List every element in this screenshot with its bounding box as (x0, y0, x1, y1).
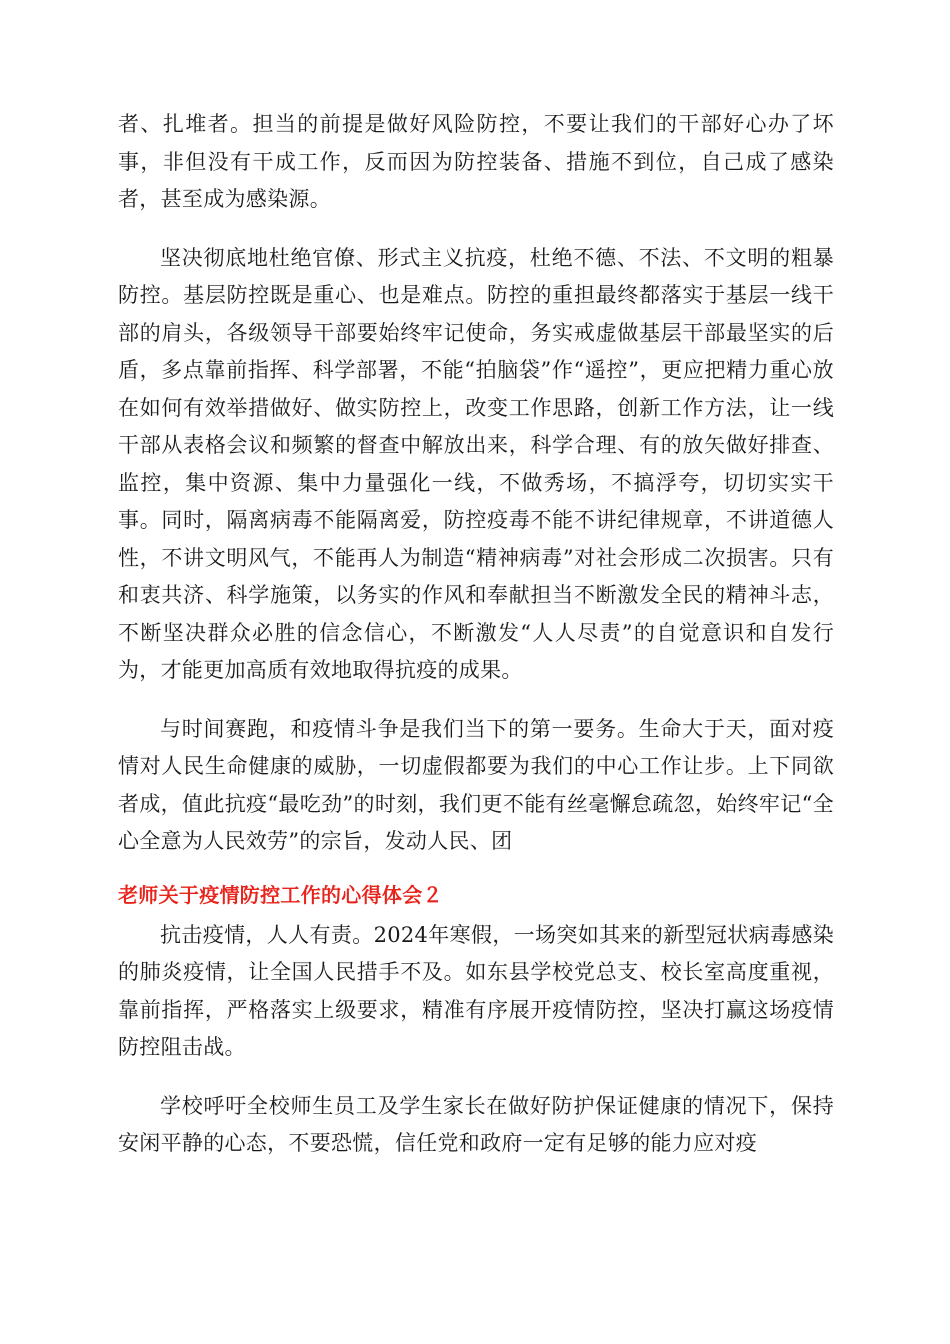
paragraph-2: 坚决彻底地杜绝官僚、形式主义抗疫，杜绝不德、不法、不文明的粗暴防控。基层防控既是重心、也是难点。防控的重担最终都落实于基层一线干部的肩头，各级领导干部要始终牢记使命，务实戒虚做基层干部最坚实的后盾，多点靠前指挥、科学部署，不能“拍脑袋”作“遥控”，更应把精力重心放在如何有效举措做好、做实防控上，改变工作思路，创新工作方法，让一线干部从表格会议和频繁的督查中解放出来，科学合理、有的放矢做好排查、监控，集中资源、集中力量强化一线，不做秀场，不搞浮夸，切切实实干事。同时，隔离病毒不能隔离爱，防控疫毒不能不讲纪律规章，不讲道德人性，不讲文明风气，不能再人为制造“精神病毒”对社会形成二次损害。只有和衷共济、科学施策，以务实的作风和奉献担当不断激发全民的精神斗志，不断坚决群众必胜的信念信心，不断激发“人人尽责”的自觉意识和自发行为，才能更加高质有效地取得抗疫的成果。 (118, 245, 834, 682)
paragraph-5: 学校呼吁全校师生员工及学生家长在做好防护保证健康的情况下，保持安闲平静的心态，不要恐慌，信任党和政府一定有足够的能力应对疫 (118, 1093, 834, 1155)
paragraph-4: 抗击疫情，人人有责。2024年寒假，一场突如其来的新型冠状病毒感染的肺炎疫情，让全国人民措手不及。如东县学校党总支、校长室高度重视，靠前指挥，严格落实上级要求，精准有序展开疫情防控，坚决打赢这场疫情防控阻击战。 (118, 922, 834, 1059)
paragraph-1: 者、扎堆者。担当的前提是做好风险防控，不要让我们的干部好心办了坏事，非但没有干成工作，反而因为防控装备、措施不到位，自己成了感染者，甚至成为感染源。 (118, 112, 834, 211)
document-body (118, 106, 834, 1163)
paragraph-3: 与时间赛跑，和疫情斗争是我们当下的第一要务。生命大于天，面对疫情对人民生命健康的威胁，一切虚假都要为我们的中心工作让步。上下同欲者成，值此抗疫“最吃劲”的时刻，我们更不能有丝毫懈怠疏忽，始终牢记“全心全意为人民效劳”的宗旨，发动人民、团 (118, 716, 834, 853)
section-heading: 老师关于疫情防控工作的心得体会２ (118, 882, 443, 907)
